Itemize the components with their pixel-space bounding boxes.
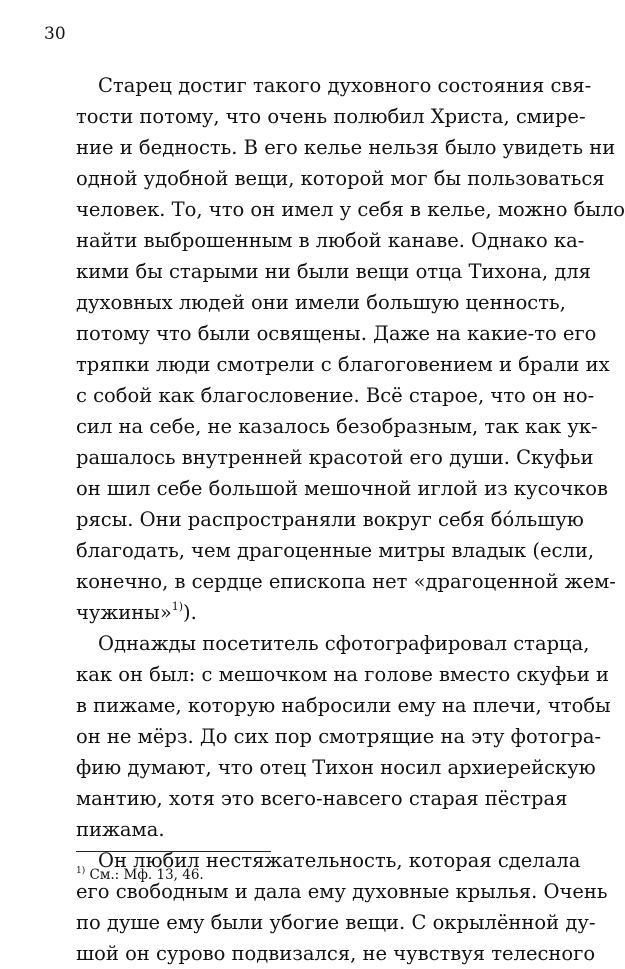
text-fragment: ).	[183, 601, 197, 624]
text-line: благодать, чем драгоценные митры владык (если,	[76, 539, 595, 562]
footnote-reference[interactable]: 1)	[171, 600, 184, 613]
text-line: одной удобной вещи, которой мог бы пользоваться	[76, 167, 605, 190]
text-line: он шил себе большой мешочной иглой из кусочков	[76, 477, 609, 500]
text-line: пижама.	[76, 818, 165, 841]
text-line: фию думают, что отец Тихон носил архиерейскую	[76, 756, 596, 779]
text-line: человек. То, что он имел у себя в келье, можно было	[76, 198, 625, 221]
text-line: он не мёрз. До сих пор смотрящие на эту фотогра-	[76, 725, 602, 748]
text-line: рашалось внутренней красотой его души. Скуфьи	[76, 446, 594, 469]
text-line: духовных людей они имели большую ценность,	[76, 291, 566, 314]
text-fragment: чужины»	[76, 601, 172, 624]
text-line: как он был: с мешочком на голове вместо скуфьи и	[76, 663, 610, 686]
text-line: его свободным и дала ему духовные крылья. Очень	[76, 880, 608, 903]
text-line: найти выброшенным в любой канаве. Однако ка-	[76, 229, 585, 252]
text-line: сил на себе, не казалось безобразным, так как ук-	[76, 415, 598, 438]
text-line: в пижаме, которую набросили ему на плечи, чтобы	[76, 694, 611, 717]
text-line: Старец достиг такого духовного состояния свя-	[98, 74, 592, 97]
text-line: Он любил нестяжательность, которая сделала	[98, 849, 581, 872]
footnote	[76, 866, 204, 884]
text-line	[76, 597, 556, 628]
text-line: рясы. Они распространяли вокруг себя бо́льшую	[76, 508, 584, 531]
text-line: ние и бедность. В его келье нельзя было увидеть ни	[76, 136, 616, 159]
text-line: потому что были освящены. Даже на какие-то его	[76, 322, 597, 345]
text-line: тряпки люди смотрели с благоговением и брали их	[76, 353, 610, 376]
text-line: мантию, хотя это всего-навсего старая пёстрая	[76, 787, 568, 810]
page-number: 30	[44, 24, 66, 44]
text-line: конечно, в сердце епископа нет «драгоценной жем-	[76, 570, 616, 593]
text-line: шой он сурово подвизался, не чувствуя телесного	[76, 942, 596, 965]
footnote-marker: 1)	[76, 866, 86, 876]
text-line: кими бы старыми ни были вещи отца Тихона, для	[76, 260, 591, 283]
text-line: тости потому, что очень полюбил Христа, смире-	[76, 105, 586, 128]
text-line: по душе ему были убогие вещи. С окрылённой ду-	[76, 911, 596, 934]
main-text	[76, 70, 625, 969]
footnote-divider	[76, 851, 271, 852]
footnote-text: См.: Мф. 13, 46.	[89, 867, 204, 883]
text-line: с собой как благословение. Всё старое, что он но-	[76, 384, 595, 407]
text-line: Однажды посетитель сфотографировал старца,	[98, 632, 590, 655]
